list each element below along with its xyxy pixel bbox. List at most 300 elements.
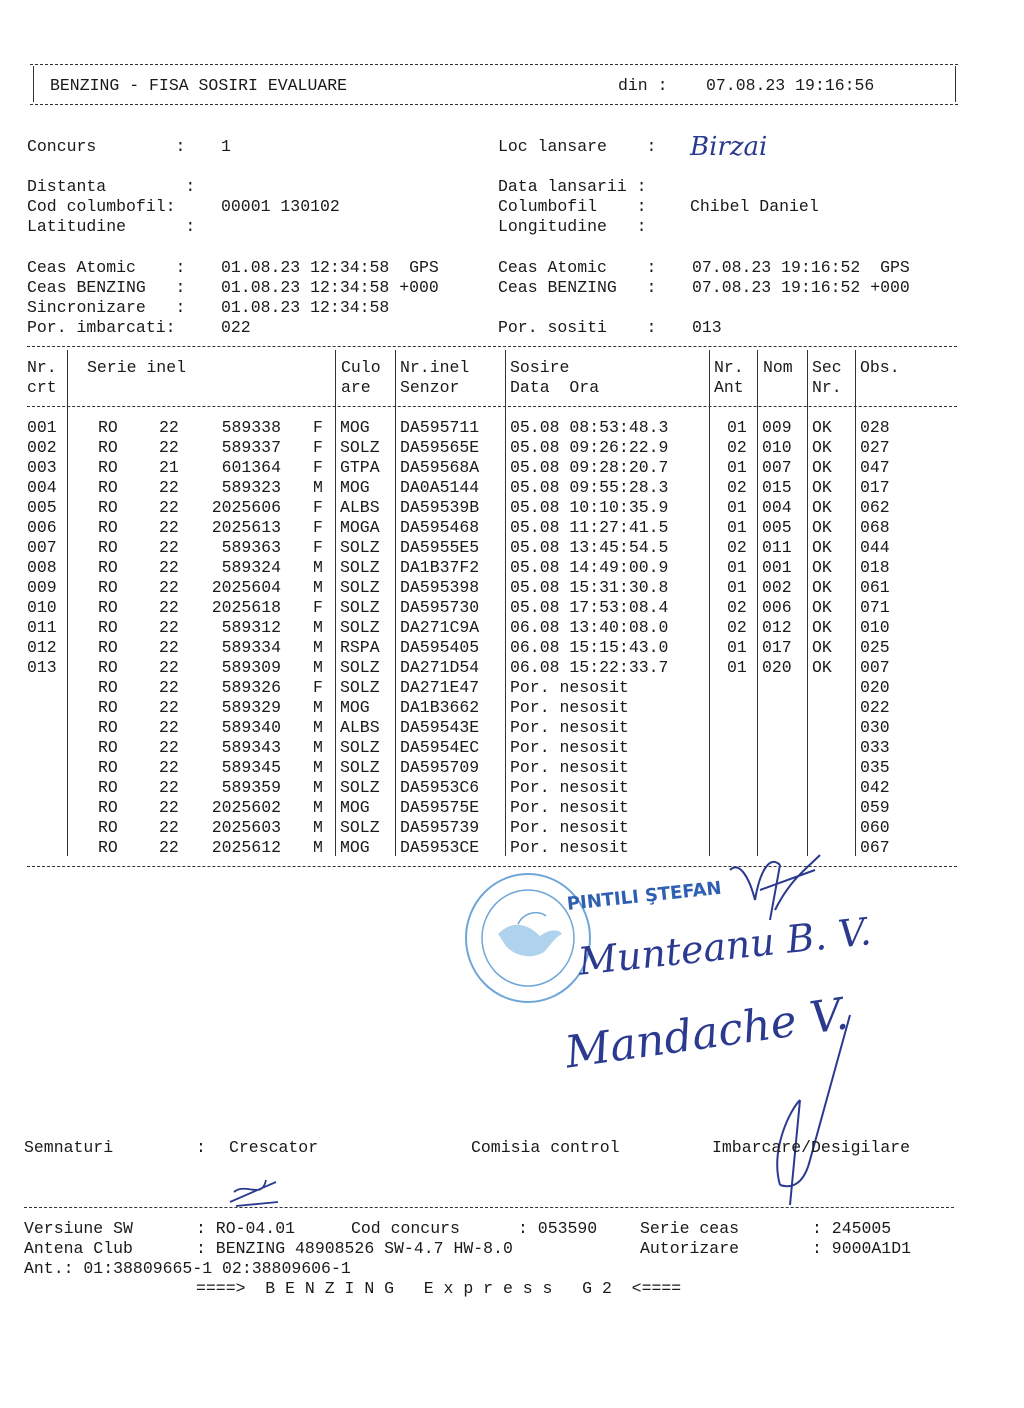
cell-sensor: DA59568A [400, 458, 480, 477]
table-row [0, 598, 1024, 618]
cell-y: 22 [159, 838, 179, 857]
cell-sensor: DA59575E [400, 798, 480, 817]
cell-ant: 01 [727, 558, 747, 577]
cell-sec: OK [812, 418, 832, 437]
cell-color: ALBS [340, 498, 380, 517]
cell-ant: 02 [727, 618, 747, 637]
table-row [0, 538, 1024, 558]
cell-nr: 004 [27, 478, 57, 497]
table-row [0, 518, 1024, 538]
cell-obs: 028 [860, 418, 890, 437]
cell-ring: 589337 [221, 438, 281, 457]
loc-lansare-label: Loc lansare : [498, 137, 657, 156]
cell-obs: 027 [860, 438, 890, 457]
cell-ring: 589343 [221, 738, 281, 757]
cell-obs: 020 [860, 678, 890, 697]
cell-c: RO [98, 418, 118, 437]
versiune-sw-value: : RO-04.01 [196, 1219, 296, 1238]
serie-ceas-label: Serie ceas [640, 1219, 740, 1238]
cell-sensor: DA271D54 [400, 658, 480, 677]
cell-nr: 009 [27, 578, 57, 597]
col-header-nom: Nom [763, 358, 793, 377]
cell-y: 22 [159, 798, 179, 817]
cell-y: 22 [159, 758, 179, 777]
table-row [0, 698, 1024, 718]
cell-sensor: DA595709 [400, 758, 480, 777]
cod-concurs-value: : 053590 [518, 1219, 598, 1238]
por-imbarcati-value: 022 [221, 318, 251, 337]
cell-arr: 05.08 09:28:20.7 [510, 458, 669, 477]
cell-y: 22 [159, 718, 179, 737]
cell-color: MOG [340, 418, 370, 437]
cell-arr: Por. nesosit [510, 738, 629, 757]
table-row [0, 418, 1024, 438]
por-imbarcati-label: Por. imbarcati: [27, 318, 176, 337]
ceas-benzing-start-label: Ceas BENZING : [27, 278, 186, 297]
cell-arr: 05.08 17:53:08.4 [510, 598, 669, 617]
cell-sensor: DA271E47 [400, 678, 480, 697]
col-header-nr: Nr. [27, 358, 57, 377]
cell-sex: F [313, 598, 323, 617]
cell-ring: 589345 [221, 758, 281, 777]
cell-color: SOLZ [340, 618, 380, 637]
table-row [0, 838, 1024, 858]
cell-ring: 2025612 [211, 838, 281, 857]
col-header-obs: Obs. [860, 358, 900, 377]
footer-rule [24, 1207, 954, 1208]
cell-ant: 01 [727, 658, 747, 677]
cell-c: RO [98, 598, 118, 617]
date-label: din : [618, 76, 668, 95]
cell-obs: 022 [860, 698, 890, 717]
cell-obs: 007 [860, 658, 890, 677]
cell-c: RO [98, 738, 118, 757]
cell-arr: Por. nesosit [510, 678, 629, 697]
cell-obs: 071 [860, 598, 890, 617]
cell-ring: 589338 [221, 418, 281, 437]
cell-arr: 06.08 15:15:43.0 [510, 638, 669, 657]
sincronizare-value: 01.08.23 12:34:58 [221, 298, 390, 317]
cell-sec: OK [812, 518, 832, 537]
cell-sex: M [313, 558, 323, 577]
cell-obs: 062 [860, 498, 890, 517]
cell-ring: 601364 [221, 458, 281, 477]
cell-nr: 001 [27, 418, 57, 437]
cell-ant: 02 [727, 478, 747, 497]
antena-club-label: Antena Club [24, 1239, 133, 1258]
cell-obs: 030 [860, 718, 890, 737]
cell-sex: F [313, 498, 323, 517]
cell-sec: OK [812, 558, 832, 577]
col-header-data-ora: Data Ora [510, 378, 600, 397]
distanta-label: Distanta : [27, 177, 196, 196]
cell-color: SOLZ [340, 678, 380, 697]
cell-color: SOLZ [340, 538, 380, 557]
cell-ring: 2025602 [211, 798, 281, 817]
cell-obs: 067 [860, 838, 890, 857]
cell-y: 22 [159, 618, 179, 637]
antenna-ids: Ant.: 01:38809665-1 02:38809606-1 [24, 1259, 351, 1278]
col-header-culo: Culo [341, 358, 381, 377]
cell-sensor: DA5953CE [400, 838, 480, 857]
latitudine-label: Latitudine : [27, 217, 196, 236]
cell-sex: M [313, 758, 323, 777]
crescator-label: Crescator [229, 1138, 319, 1157]
cell-ring: 589312 [221, 618, 281, 637]
cell-color: SOLZ [340, 558, 380, 577]
cell-sex: M [313, 818, 323, 837]
cell-arr: Por. nesosit [510, 698, 629, 717]
por-sositi-value: 013 [692, 318, 722, 337]
cell-arr: 05.08 10:10:35.9 [510, 498, 669, 517]
col-header-sec-nr: Nr. [812, 378, 842, 397]
table-row [0, 478, 1024, 498]
cell-obs: 042 [860, 778, 890, 797]
ceas-benzing-start-value: 01.08.23 12:34:58 +000 [221, 278, 439, 297]
cod-columbofil-value: 00001 130102 [221, 197, 340, 216]
cell-nom: 011 [762, 538, 792, 557]
cell-nom: 001 [762, 558, 792, 577]
cell-color: SOLZ [340, 438, 380, 457]
cell-arr: Por. nesosit [510, 758, 629, 777]
cell-sensor: DA0A5144 [400, 478, 480, 497]
cell-obs: 044 [860, 538, 890, 557]
cell-ring: 2025606 [211, 498, 281, 517]
autorizare-label: Autorizare [640, 1239, 740, 1258]
cell-sex: M [313, 618, 323, 637]
cell-c: RO [98, 778, 118, 797]
cell-nom: 020 [762, 658, 792, 677]
cell-arr: Por. nesosit [510, 798, 629, 817]
cell-sec: OK [812, 478, 832, 497]
cell-sensor: DA59539B [400, 498, 480, 517]
cell-c: RO [98, 578, 118, 597]
header-right-edge [955, 66, 956, 102]
cell-nom: 005 [762, 518, 792, 537]
cell-color: MOG [340, 838, 370, 857]
cell-c: RO [98, 438, 118, 457]
comisia-control-label: Comisia control [471, 1138, 620, 1157]
cell-sensor: DA5955E5 [400, 538, 480, 557]
cell-nom: 015 [762, 478, 792, 497]
cell-sec: OK [812, 458, 832, 477]
cell-sec: OK [812, 598, 832, 617]
cell-sex: F [313, 458, 323, 477]
cod-concurs-label: Cod concurs [351, 1219, 460, 1238]
header-left-edge [33, 66, 34, 102]
cell-sex: M [313, 638, 323, 657]
cell-nr: 011 [27, 618, 57, 637]
cell-sensor: DA1B3662 [400, 698, 480, 717]
ceas-benzing-end-label: Ceas BENZING : [498, 278, 657, 297]
signature-crescator [226, 1172, 286, 1212]
cell-sec: OK [812, 498, 832, 517]
cell-nom: 006 [762, 598, 792, 617]
table-header-rule [27, 406, 957, 407]
cell-sex: M [313, 478, 323, 497]
cell-c: RO [98, 458, 118, 477]
cell-nom: 012 [762, 618, 792, 637]
cell-sec: OK [812, 658, 832, 677]
cell-c: RO [98, 758, 118, 777]
cell-arr: Por. nesosit [510, 718, 629, 737]
cell-nr: 003 [27, 458, 57, 477]
signature-long-stroke [740, 1010, 860, 1210]
cell-sensor: DA595398 [400, 578, 480, 597]
cell-obs: 018 [860, 558, 890, 577]
cell-arr: 06.08 13:40:08.0 [510, 618, 669, 637]
col-header-senzor: Senzor [400, 378, 460, 397]
autorizare-value: : 9000A1D1 [812, 1239, 912, 1258]
cell-sex: F [313, 678, 323, 697]
cell-color: SOLZ [340, 578, 380, 597]
cell-sex: M [313, 798, 323, 817]
cell-nom: 010 [762, 438, 792, 457]
cell-nom: 007 [762, 458, 792, 477]
table-row [0, 798, 1024, 818]
cell-sex: M [313, 738, 323, 757]
cell-ant: 01 [727, 418, 747, 437]
cell-obs: 017 [860, 478, 890, 497]
table-row [0, 498, 1024, 518]
cell-sex: F [313, 538, 323, 557]
cod-columbofil-label: Cod columbofil: [27, 197, 176, 216]
cell-y: 22 [159, 518, 179, 537]
cell-sensor: DA595405 [400, 638, 480, 657]
cell-ring: 589324 [221, 558, 281, 577]
cell-sensor: DA595468 [400, 518, 480, 537]
table-row [0, 718, 1024, 738]
cell-y: 22 [159, 418, 179, 437]
cell-color: MOG [340, 698, 370, 717]
antena-club-value: : BENZING 48908526 SW-4.7 HW-8.0 [196, 1239, 513, 1258]
cell-arr: 05.08 13:45:54.5 [510, 538, 669, 557]
cell-color: SOLZ [340, 758, 380, 777]
cell-sensor: DA595711 [400, 418, 480, 437]
ceas-atomic-start-label: Ceas Atomic : [27, 258, 186, 277]
col-header-ant: Ant [714, 378, 744, 397]
columbofil-label: Columbofil : [498, 197, 647, 216]
cell-y: 22 [159, 698, 179, 717]
cell-y: 22 [159, 658, 179, 677]
cell-y: 22 [159, 538, 179, 557]
table-row [0, 558, 1024, 578]
cell-color: MOGA [340, 518, 380, 537]
ceas-atomic-end-label: Ceas Atomic : [498, 258, 657, 277]
cell-c: RO [98, 538, 118, 557]
col-header-sec: Sec [812, 358, 842, 377]
cell-sex: M [313, 698, 323, 717]
cell-obs: 010 [860, 618, 890, 637]
cell-c: RO [98, 618, 118, 637]
cell-obs: 047 [860, 458, 890, 477]
cell-ring: 589340 [221, 718, 281, 737]
document-title: BENZING - FISA SOSIRI EVALUARE [50, 76, 348, 95]
report-datetime: 07.08.23 19:16:56 [706, 76, 875, 95]
cell-ant: 01 [727, 578, 747, 597]
cell-ant: 01 [727, 498, 747, 517]
sincronizare-label: Sincronizare : [27, 298, 186, 317]
cell-sex: M [313, 658, 323, 677]
semnaturi-label: Semnaturi [24, 1138, 114, 1157]
cell-color: ALBS [340, 718, 380, 737]
loc-lansare-handwritten: Birzai [690, 132, 768, 162]
cell-nom: 009 [762, 418, 792, 437]
col-header-are: are [341, 378, 371, 397]
cell-ring: 2025603 [211, 818, 281, 837]
cell-obs: 059 [860, 798, 890, 817]
cell-ring: 2025618 [211, 598, 281, 617]
cell-arr: Por. nesosit [510, 838, 629, 857]
cell-sex: F [313, 438, 323, 457]
cell-arr: 05.08 09:26:22.9 [510, 438, 669, 457]
por-sositi-label: Por. sositi : [498, 318, 657, 337]
cell-sec: OK [812, 578, 832, 597]
cell-nr: 005 [27, 498, 57, 517]
cell-y: 22 [159, 638, 179, 657]
cell-sex: F [313, 518, 323, 537]
cell-ant: 01 [727, 518, 747, 537]
cell-ant: 02 [727, 598, 747, 617]
ceas-benzing-end-value: 07.08.23 19:16:52 +000 [692, 278, 910, 297]
cell-y: 22 [159, 438, 179, 457]
cell-color: MOG [340, 478, 370, 497]
cell-nr: 006 [27, 518, 57, 537]
ceas-atomic-end-value: 07.08.23 19:16:52 GPS [692, 258, 910, 277]
cell-arr: 05.08 08:53:48.3 [510, 418, 669, 437]
cell-y: 22 [159, 678, 179, 697]
header-bottom-rule [30, 104, 958, 105]
cell-color: RSPA [340, 638, 380, 657]
cell-sensor: DA595739 [400, 818, 480, 837]
cell-sec: OK [812, 438, 832, 457]
table-row [0, 818, 1024, 838]
cell-obs: 068 [860, 518, 890, 537]
cell-arr: 05.08 09:55:28.3 [510, 478, 669, 497]
cell-nr: 008 [27, 558, 57, 577]
col-header-crt: crt [27, 378, 57, 397]
cell-arr: 05.08 11:27:41.5 [510, 518, 669, 537]
cell-color: GTPA [340, 458, 380, 477]
cell-sensor: DA595730 [400, 598, 480, 617]
cell-ring: 589323 [221, 478, 281, 497]
cell-y: 22 [159, 818, 179, 837]
cell-sensor: DA5953C6 [400, 778, 480, 797]
cell-ring: 589334 [221, 638, 281, 657]
cell-c: RO [98, 698, 118, 717]
cell-y: 22 [159, 778, 179, 797]
cell-nr: 007 [27, 538, 57, 557]
cell-sensor: DA59543E [400, 718, 480, 737]
longitudine-label: Longitudine : [498, 217, 647, 236]
cell-c: RO [98, 558, 118, 577]
cell-ant: 02 [727, 538, 747, 557]
cell-c: RO [98, 718, 118, 737]
brand-line: ====> B E N Z I N G E x p r e s s G 2 <==== [196, 1279, 682, 1298]
cell-sec: OK [812, 638, 832, 657]
cell-y: 22 [159, 558, 179, 577]
cell-obs: 060 [860, 818, 890, 837]
ceas-atomic-start-value: 01.08.23 12:34:58 GPS [221, 258, 439, 277]
cell-sec: OK [812, 618, 832, 637]
cell-color: SOLZ [340, 598, 380, 617]
versiune-sw-label: Versiune SW [24, 1219, 133, 1238]
cell-c: RO [98, 638, 118, 657]
cell-c: RO [98, 798, 118, 817]
cell-color: SOLZ [340, 738, 380, 757]
cell-color: SOLZ [340, 778, 380, 797]
table-row [0, 778, 1024, 798]
serie-ceas-value: : 245005 [812, 1219, 892, 1238]
cell-sensor: DA5954EC [400, 738, 480, 757]
cell-nr: 013 [27, 658, 57, 677]
concurs-value: 1 [221, 137, 231, 156]
cell-c: RO [98, 478, 118, 497]
cell-color: SOLZ [340, 818, 380, 837]
cell-y: 22 [159, 738, 179, 757]
table-row [0, 458, 1024, 478]
cell-arr: 05.08 14:49:00.9 [510, 558, 669, 577]
col-header-nr-ant: Nr. [714, 358, 744, 377]
table-row [0, 738, 1024, 758]
concurs-label: Concurs : [27, 137, 186, 156]
stamp-name: PINTILI ŞTEFAN [566, 877, 723, 915]
cell-color: SOLZ [340, 658, 380, 677]
cell-sex: M [313, 718, 323, 737]
col-header-serie: Serie inel [87, 358, 187, 377]
cell-ant: 02 [727, 438, 747, 457]
cell-y: 22 [159, 498, 179, 517]
cell-obs: 033 [860, 738, 890, 757]
header-top-rule [30, 64, 958, 65]
cell-ring: 2025604 [211, 578, 281, 597]
cell-c: RO [98, 498, 118, 517]
cell-sensor: DA271C9A [400, 618, 480, 637]
cell-y: 22 [159, 598, 179, 617]
cell-sex: F [313, 418, 323, 437]
table-row [0, 438, 1024, 458]
table-row [0, 758, 1024, 778]
cell-ant: 01 [727, 638, 747, 657]
cell-ant: 01 [727, 458, 747, 477]
table-row [0, 618, 1024, 638]
table-row [0, 638, 1024, 658]
cell-ring: 589329 [221, 698, 281, 717]
col-header-sosire: Sosire [510, 358, 570, 377]
cell-color: MOG [340, 798, 370, 817]
signature-mandache: Mandache V. [562, 988, 852, 1079]
cell-arr: 06.08 15:22:33.7 [510, 658, 669, 677]
cell-y: 22 [159, 578, 179, 597]
imbarcare-desigilare-label: Imbarcare/Desigilare [712, 1138, 911, 1157]
cell-arr: Por. nesosit [510, 818, 629, 837]
columbofil-value: Chibel Daniel [690, 197, 819, 216]
cell-sex: M [313, 838, 323, 857]
data-lansarii-label: Data lansarii : [498, 177, 647, 196]
cell-ring: 589359 [221, 778, 281, 797]
cell-nom: 002 [762, 578, 792, 597]
cell-nom: 004 [762, 498, 792, 517]
table-top-rule [27, 346, 957, 347]
cell-c: RO [98, 678, 118, 697]
cell-arr: Por. nesosit [510, 778, 629, 797]
cell-sex: M [313, 778, 323, 797]
cell-ring: 589363 [221, 538, 281, 557]
cell-ring: 2025613 [211, 518, 281, 537]
cell-ring: 589309 [221, 658, 281, 677]
col-header-nrinel: Nr.inel [400, 358, 470, 377]
cell-y: 22 [159, 478, 179, 497]
